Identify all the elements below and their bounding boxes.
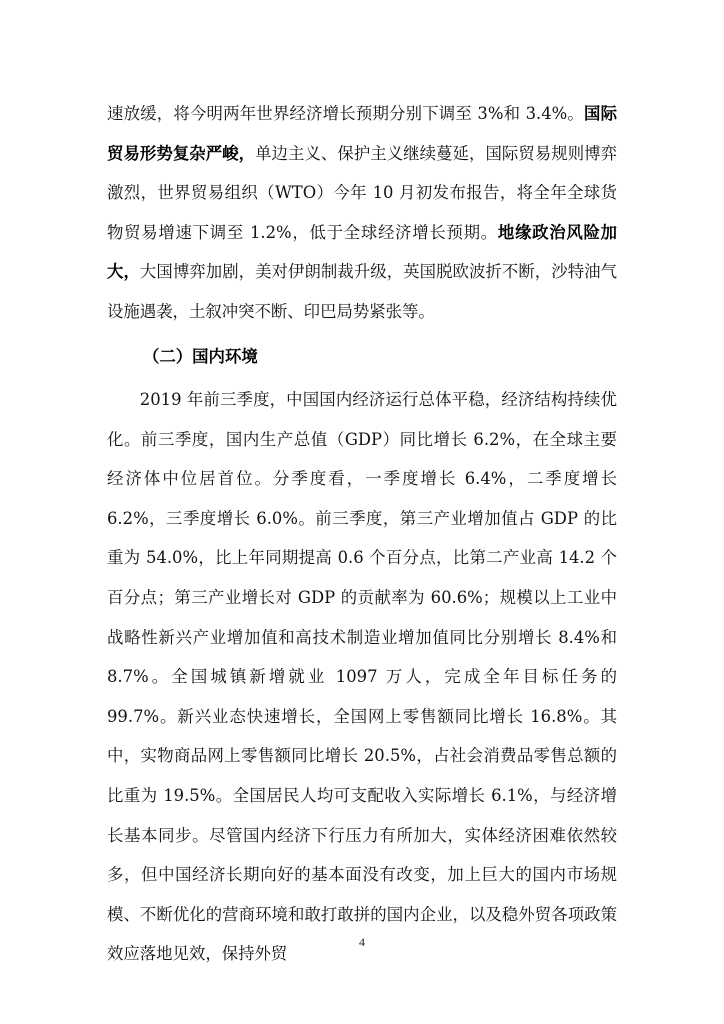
bold-phrase-geopolitics: 地缘政治风险加大， <box>107 222 617 282</box>
bold-phrase-trade: 国际贸易形势复杂严峻， <box>107 104 618 163</box>
paragraph-text: 单边主义、保护主义继续蔓延，国际贸易规则博弈激烈，世界贸易组织（WTO）今年 10 月初发布报告，将全年全球货物贸易增速下调至 1.2%，低于全球经济增长预期。 <box>107 143 618 242</box>
page-number: 4 <box>359 935 365 949</box>
paragraph-international-environment <box>107 94 617 332</box>
section-heading: （二）国内环境 <box>143 347 258 366</box>
paragraph-domestic-environment: 2019 年前三季度，中国国内经济运行总体平稳，经济结构持续优化。前三季度，国内生产总值（GDP）同比增长 6.2%，在全球主要经济体中位居首位。分季度看，一季度增长 6.4%，二季度增长 6.2%，三季度增长 6.0%。前三季度，第三产业增加值占 GDP 的比重为 54.0%，比上年同期提高 0.6 个百分点，比第二产业高 14.2 个百分点；第三产业增长对 GDP 的贡献率为 60.6%；规模以上工业中战略性新兴产业增加值和高技术制造业增加值同比分别增长 8.4%和 8.7%。全国城镇新增就业 1097 万人，完成全年目标任务的 99.7%。新兴业态快速增长，全国网上零售额同比增长 16.8%。其中，实物商品网上零售额同比增长 20.5%，占社会消费品零售总额的比重为 19.5%。全国居民人均可支配收入实际增长 6.1%，与经济增长基本同步。尽管国内经济下行压力有所加大，实体经济困难依然较多，但中国经济长期向好的基本面没有改变，加上巨大的国内市场规模、不断优化的营商环境和敢打敢拼的国内企业，以及稳外贸各项政策效应落地见效，保持外贸 <box>107 390 617 964</box>
paragraph-text: 速放缓，将今明两年世界经济增长预期分别下调至 3%和 3.4%。 <box>107 104 585 123</box>
paragraph-text: 大国博弈加剧，美对伊朗制裁升级，英国脱欧波折不断，沙特油气设施遇袭，土叙冲突不断、印巴局势紧张等。 <box>107 262 618 321</box>
